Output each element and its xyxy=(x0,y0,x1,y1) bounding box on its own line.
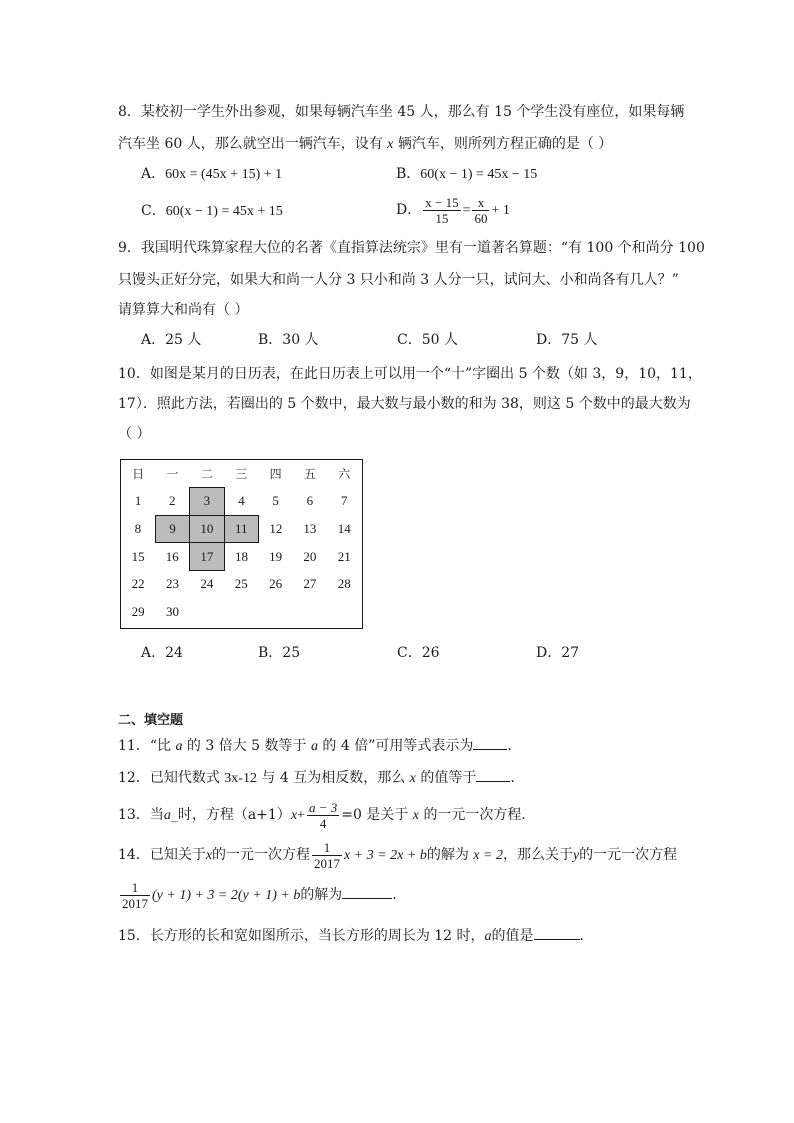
q8-option-d-fraction-1 xyxy=(423,195,460,226)
calendar-day-cell: 2 xyxy=(169,493,176,509)
q12-expression: 3x-12 xyxy=(224,771,257,786)
calendar-day-cell: 14 xyxy=(337,520,351,536)
q8-option-a[interactable] xyxy=(141,164,282,185)
calendar-empty-cell xyxy=(224,598,258,626)
q12-var-x: x xyxy=(409,771,416,786)
calendar-day-cell: 4 xyxy=(238,493,245,509)
q8-option-b-text: 60(x − 1) = 45x − 15 xyxy=(420,167,538,182)
q9-option-b[interactable]: B．30 人 xyxy=(258,332,319,348)
q12-text-b: 与 4 互为相反数，那么 xyxy=(261,770,406,786)
q14-text-f: 的解为 xyxy=(300,887,343,903)
q15-text-a: 15．长方形的长和宽如图所示，当长方形的周长为 12 时， xyxy=(118,928,485,944)
calendar-day-cell: 17 xyxy=(190,543,224,571)
q13-text-d: 的一元一次方程． xyxy=(423,807,536,823)
q8-option-c-text: 60(x − 1) = 45x + 15 xyxy=(165,204,283,219)
calendar-day-cell: 20 xyxy=(303,548,317,564)
calendar-day-cell: 3 xyxy=(190,488,224,516)
q15-var-a: a xyxy=(484,929,492,944)
q10-option-a[interactable]: A．24 xyxy=(141,645,183,661)
q13-frac-num: a − 3 xyxy=(308,799,338,815)
q15-answer-blank[interactable] xyxy=(534,926,580,940)
calendar-day-cell: 7 xyxy=(341,493,348,509)
calendar-day-cell: 23 xyxy=(166,576,180,592)
q8-d-num2: x xyxy=(472,195,489,211)
q10-line2: 17）．照此方法，若圈出的 5 个数中，最大数与最小数的和为 38，则这 5 个数中的最大数为 xyxy=(118,396,691,412)
calendar-week-row xyxy=(121,598,362,626)
q8-line2-text-a: 汽车坐 60 人，那么就空出一辆汽车，设有 xyxy=(118,136,383,152)
q8-option-d-fraction-2 xyxy=(472,195,489,226)
calendar-weekday-header: 二 xyxy=(200,467,213,482)
calendar-week-row xyxy=(121,543,362,571)
calendar-day-cell: 5 xyxy=(272,493,279,509)
q8-d-eq: = xyxy=(462,203,471,218)
q14-var-y: y xyxy=(572,848,580,863)
q9-option-a[interactable]: A．25 人 xyxy=(141,332,202,348)
q14-line2 xyxy=(118,878,406,913)
q11-var-a1: a xyxy=(175,739,183,754)
q10-line3: （ ） xyxy=(118,426,151,442)
calendar-day-cell: 25 xyxy=(234,576,248,592)
calendar-day-cell: 29 xyxy=(131,603,145,619)
q11-var-a2: a xyxy=(310,739,318,754)
calendar xyxy=(120,459,363,629)
calendar-day-cell: 1 xyxy=(134,493,142,509)
q10-option-d[interactable]: D．27 xyxy=(536,645,580,661)
calendar-empty-cell xyxy=(293,598,327,626)
q8-option-b-label: B． xyxy=(396,166,421,182)
q13-frac-den: 4 xyxy=(319,815,327,831)
q13-var-a: a xyxy=(163,808,171,823)
q8-option-a-text: 60x = (45x + 15) + 1 xyxy=(165,167,283,182)
calendar-empty-cell xyxy=(190,598,224,626)
calendar-day-cell: 9 xyxy=(155,515,189,543)
calendar-day-cell: 8 xyxy=(134,520,142,536)
q14-text-g: ． xyxy=(392,887,407,903)
q14-frac2-den: 2017 xyxy=(122,895,148,911)
calendar-weekday-header: 五 xyxy=(303,467,316,482)
q14-fraction-1 xyxy=(312,840,342,871)
q15-text-c: ． xyxy=(579,928,594,944)
q9-option-c[interactable]: C．50 人 xyxy=(397,332,458,348)
q14-var-x: x xyxy=(205,848,213,863)
q12-text-a: 12．已知代数式 xyxy=(118,770,220,786)
calendar-weekday-header: 三 xyxy=(235,467,248,482)
q11-answer-blank[interactable] xyxy=(473,736,507,750)
calendar-day-cell: 21 xyxy=(337,548,351,564)
q11-text-b: 的 3 倍大 5 数等于 xyxy=(186,738,307,754)
q8-line1: 8．某校初一学生外出参观，如果每辆汽车坐 45 人，那么有 15 个学生没有座位，如果每辆 xyxy=(118,104,685,120)
q14-text-e: 的一元一次方程 xyxy=(579,847,678,863)
q14-frac2-num: 1 xyxy=(120,880,150,896)
q8-option-b[interactable] xyxy=(396,164,537,185)
calendar-day-cell: 15 xyxy=(131,548,145,564)
q13-text-c: =0 是关于 xyxy=(341,807,409,823)
q14-text-a: 14．已知关于 xyxy=(118,847,206,863)
q8-option-d-label: D． xyxy=(396,202,422,218)
q9-line3: 请算算大和尚有（ ） xyxy=(118,302,249,318)
q11 xyxy=(118,736,521,757)
q13 xyxy=(118,798,535,833)
q9-option-d[interactable]: D．75 人 xyxy=(536,332,598,348)
q8-option-c-label: C． xyxy=(141,203,166,219)
calendar-weekday-header: 四 xyxy=(269,467,282,482)
q11-text-d: ． xyxy=(507,738,522,754)
calendar-day-cell: 18 xyxy=(234,548,248,564)
q9-line1: 9．我国明代珠算家程大位的名著《直指算法统宗》里有一道著名算题：“有 100 个和尚分 100 xyxy=(118,240,705,256)
calendar-day-cell: 11 xyxy=(224,515,258,543)
q14-solution: x = 2 xyxy=(473,848,503,863)
q13-var-x: x xyxy=(290,808,298,823)
q13-var-x2: x xyxy=(412,808,419,823)
q15-text-b: 的值是 xyxy=(491,928,534,944)
q8-d-num1: x − 15 xyxy=(425,194,459,210)
q11-text-c: 的 4 倍”可用等式表示为 xyxy=(322,738,474,754)
calendar-week-row xyxy=(121,488,362,516)
calendar-day-cell: 26 xyxy=(269,576,283,592)
calendar-empty-cell xyxy=(327,598,361,626)
q11-text-a: 11．“比 xyxy=(118,738,171,754)
q12-text-c: 的值等于 xyxy=(420,770,477,786)
q10-option-c[interactable]: C．26 xyxy=(397,645,440,661)
q14-text-d: ，那么关于 xyxy=(502,847,573,863)
q8-var-x: x xyxy=(387,137,394,152)
calendar-empty-cell xyxy=(258,598,292,626)
q8-option-d[interactable] xyxy=(396,194,510,227)
calendar-day-cell: 27 xyxy=(303,576,317,592)
q14-equation-1: x + 3 = 2x + b xyxy=(344,848,427,863)
calendar-day-cell: 19 xyxy=(269,548,283,564)
q14-frac1-num: 1 xyxy=(312,840,342,856)
q13-fraction xyxy=(307,800,339,831)
q8-line2-text-b: 辆汽车，则所列方程正确的是（ ） xyxy=(397,136,613,152)
q14-answer-blank[interactable] xyxy=(342,885,392,899)
q12-text-d: ． xyxy=(510,770,525,786)
calendar-day-cell: 10 xyxy=(190,515,224,543)
calendar-day-cell: 28 xyxy=(337,576,351,592)
q13-text-b: _时，方程（a+1） xyxy=(170,807,291,823)
calendar-day-cell: 6 xyxy=(306,493,314,509)
q12 xyxy=(118,768,524,789)
q8-option-a-label: A． xyxy=(141,166,166,182)
q8-d-den2: 60 xyxy=(474,210,488,226)
q12-answer-blank[interactable] xyxy=(476,768,510,782)
calendar-day-cell: 30 xyxy=(166,603,180,619)
calendar-week-row xyxy=(121,570,362,598)
q14-text-b: 的一元一次方程 xyxy=(212,847,311,863)
calendar-day-cell: 16 xyxy=(165,548,179,564)
calendar-day-cell: 13 xyxy=(303,520,317,536)
calendar-weekday-header: 一 xyxy=(166,467,179,482)
calendar-week-row xyxy=(121,515,362,543)
q14-equation-2: (y + 1) + 3 = 2(y + 1) + b xyxy=(152,888,301,903)
q15 xyxy=(118,926,594,947)
calendar-day-cell: 22 xyxy=(131,576,145,592)
q8-line2 xyxy=(118,134,612,155)
q14-text-c: 的解为 xyxy=(426,847,469,863)
q14-fraction-2 xyxy=(120,880,150,911)
q14-frac1-den: 2017 xyxy=(314,855,341,871)
calendar-weekday-header: 六 xyxy=(338,467,351,482)
calendar-day-cell: 24 xyxy=(200,576,214,592)
q8-d-den1: 15 xyxy=(435,210,449,226)
q14-line1 xyxy=(118,838,677,873)
q9-line2: 只馒头正好分完，如果大和尚一人分 3 只小和尚 3 人分一只，试问大、小和尚各有几人？” xyxy=(118,272,679,288)
q8-option-c[interactable] xyxy=(141,201,283,222)
calendar-day-cell: 12 xyxy=(269,520,283,536)
calendar-weekday-header: 日 xyxy=(132,467,145,482)
q10-option-b[interactable]: B．25 xyxy=(258,645,301,661)
q13-text-a: 13．当 xyxy=(118,807,164,823)
q8-d-tail: + 1 xyxy=(491,203,510,218)
calendar-table xyxy=(121,460,362,626)
q10-line1: 10．如图是某月的日历表，在此日历表上可以用一个“十”字圈出 5 个数（如 3，9，10，11， xyxy=(118,366,702,382)
calendar-header-row xyxy=(121,460,362,488)
q13-plus: + xyxy=(297,808,305,823)
section-fill-in-blank-title: 二、填空题 xyxy=(118,713,184,728)
